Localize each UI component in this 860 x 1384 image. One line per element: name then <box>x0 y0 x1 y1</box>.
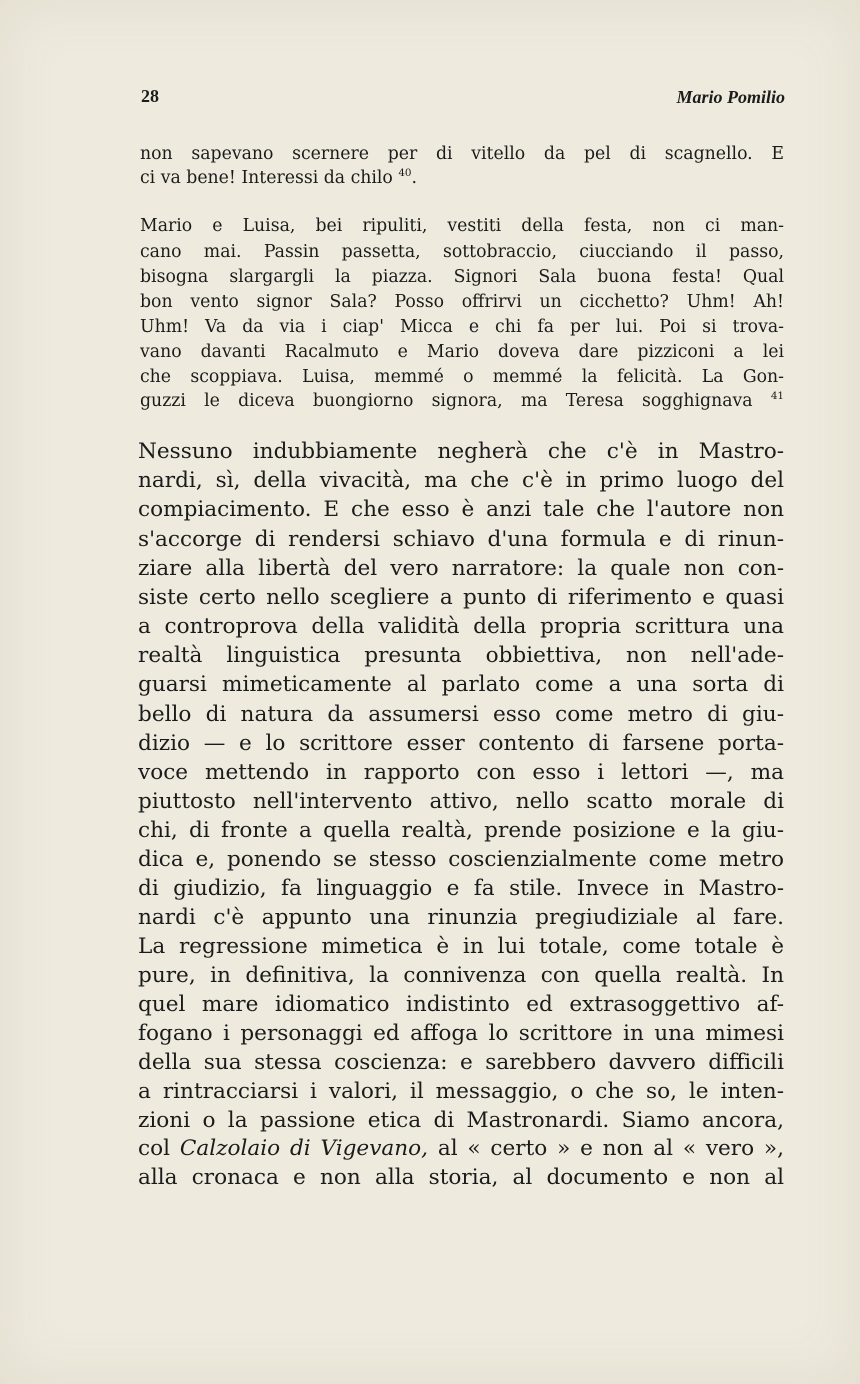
quote-line: Uhm! Va da via i ciap' Micca e chi fa per lui. Poi si trova- <box>140 317 784 337</box>
body-line: siste certo nello scegliere a punto di riferimento e quasi <box>138 585 784 610</box>
body-line: di giudizio, fa linguaggio e fa stile. Invece in Mastro- <box>138 876 784 901</box>
quote-line: guzzi le diceva buongiorno signora, ma Teresa sogghignava $^{41}$ <box>140 390 784 411</box>
body-line: dica e, ponendo se stesso coscienzialmente come metro <box>138 847 784 872</box>
quote-line: che scoppiava. Luisa, memmé o memmé la felicità. La Gon- <box>140 367 784 387</box>
body-line: fogano i personaggi ed affoga lo scrittore in una mimesi <box>138 1021 784 1046</box>
quote-line: cano mai. Passin passetta, sottobraccio, ciucciando il passo, <box>140 242 784 262</box>
footnote-ref-41: 41 <box>770 390 784 403</box>
running-head: Mario Pomilio <box>676 87 785 107</box>
body-line: chi, di fronte a quella realtà, prende posizione e la giu- <box>138 818 784 843</box>
body-line: La regressione mimetica è in lui totale, come totale è <box>138 934 784 959</box>
body-line: pure, in definitiva, la connivenza con quella realtà. In <box>138 963 784 988</box>
footnote-ref-40: 40 <box>398 167 412 180</box>
body-line: Nessuno indubbiamente negherà che c'è in Mastro- <box>138 439 784 464</box>
quote-line: ci va bene! Interessi da chilo $^{40}$. <box>140 167 418 188</box>
body-line: guarsi mimeticamente al parlato come a una sorta di <box>138 672 784 697</box>
body-line: bello di natura da assumersi esso come metro di giu- <box>138 702 784 727</box>
body-line: dizio — e lo scrittore esser contento di farsene porta- <box>138 731 784 756</box>
body-line: piuttosto nell'intervento attivo, nello scatto morale di <box>138 789 784 814</box>
body-line: quel mare idiomatico indistinto ed extrasoggettivo af- <box>138 992 784 1017</box>
body-line: ziare alla libertà del vero narratore: la quale non con- <box>138 556 784 581</box>
body-line: della sua stessa coscienza: e sarebbero davvero difficili <box>138 1050 784 1075</box>
body-line: compiacimento. E che esso è anzi tale che l'autore non <box>138 497 784 522</box>
book-title: Calzolaio di Vigevano, <box>179 1136 429 1161</box>
body-line: realtà linguistica presunta obbiettiva, non nell'ade- <box>138 643 784 668</box>
quote-line: bon vento signor Sala? Posso offrirvi un cicchetto? Uhm! Ah! <box>140 292 784 312</box>
body-line: col Calzolaio di Vigevano, al « certo » e non al « vero », <box>138 1136 784 1161</box>
quote-line: bisogna slargargli la piazza. Signori Sala buona festa! Qual <box>140 267 784 287</box>
body-line: a controprova della validità della propria scrittura una <box>138 614 784 639</box>
body-line: voce mettendo in rapporto con esso i lettori —, ma <box>138 760 784 785</box>
quote-line: Mario e Luisa, bei ripuliti, vestiti della festa, non ci man- <box>140 216 784 236</box>
body-line: nardi, sì, della vivacità, ma che c'è in primo luogo del <box>138 468 784 493</box>
quote-line: vano davanti Racalmuto e Mario doveva dare pizziconi a lei <box>140 342 784 362</box>
body-line: s'accorge di rendersi schiavo d'una formula e di rinun- <box>138 527 784 552</box>
quote-line: non sapevano scernere per di vitello da pel di scagnello. E <box>140 144 784 164</box>
page-number: 28 <box>141 86 159 106</box>
body-line: alla cronaca e non alla storia, al documento e non al <box>138 1165 784 1190</box>
body-line: zioni o la passione etica di Mastronardi. Siamo ancora, <box>138 1108 784 1133</box>
body-line: a rintracciarsi i valori, il messaggio, o che so, le inten- <box>138 1079 784 1104</box>
body-line: nardi c'è appunto una rinunzia pregiudiziale al fare. <box>138 905 784 930</box>
